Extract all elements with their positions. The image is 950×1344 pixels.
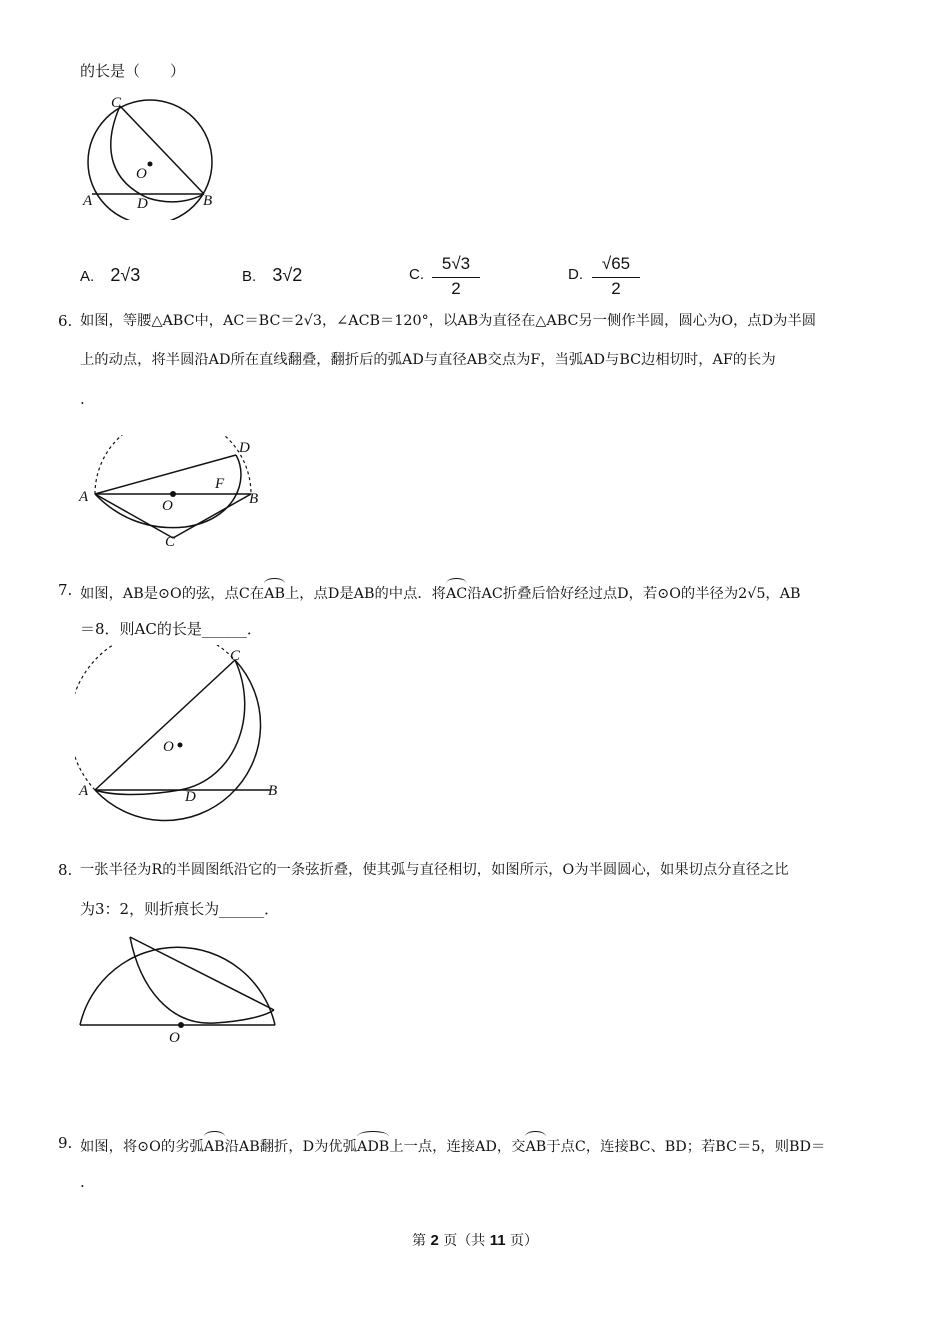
q5-label-D: D <box>137 196 148 212</box>
q6-text-line2: 上的动点，将半圆沿AD所在直线翻叠，翻折后的弧AD与直径AB交点为F，当弧AD与BC边相切时，AF的长为 <box>80 352 776 368</box>
q7-text-p1: 如图，AB是⊙O的弦，点C在 <box>80 586 265 602</box>
q7-text-p2: 上，点D是AB的中点．将 <box>285 586 446 602</box>
q7-figure <box>75 645 290 845</box>
q9-arc-adb: ADB <box>357 1133 389 1157</box>
q7-text-p3: 沿AC折叠后恰好经过点D，若⊙O的半径为2√5，AB <box>467 586 801 602</box>
q8-label-O: O <box>169 1030 180 1046</box>
q9-text-p1: 如图，将⊙O的劣弧 <box>80 1139 204 1155</box>
q7-text-line2: ＝8．则AC的长是______． <box>80 620 262 638</box>
q7-number: 7. <box>58 581 73 599</box>
q9-arc-ab: AB <box>204 1133 225 1157</box>
q7-label-D: D <box>185 789 196 805</box>
q7-label-O: O <box>163 739 174 755</box>
footer-pre: 第 <box>411 1233 426 1249</box>
q5-label-A: A <box>83 193 93 209</box>
q6-label-O: O <box>162 498 173 514</box>
q6-text-line3: . <box>80 390 85 408</box>
q5-option-d-denominator: 2 <box>611 279 621 298</box>
q5-option-a-key: A. <box>80 268 95 285</box>
q5-option-b-key: B. <box>242 268 257 285</box>
q7-arc-ab: AB <box>264 580 285 604</box>
q5-label-C: C <box>111 95 122 111</box>
q7-label-B: B <box>268 783 278 799</box>
footer-page-number: 2 <box>430 1232 439 1249</box>
q5-option-c-fraction <box>432 253 480 300</box>
q9-text-line2: . <box>80 1173 85 1191</box>
q8-text-line2: 为3：2，则折痕长为______． <box>80 900 280 918</box>
q5-option-c[interactable] <box>409 265 424 285</box>
q9-arc-ab-2: AB <box>525 1133 546 1157</box>
q6-label-D: D <box>239 440 250 456</box>
q6-figure <box>75 435 265 555</box>
page-footer <box>0 1230 950 1250</box>
q5-option-d-numerator: √65 <box>592 253 640 278</box>
q5-option-b[interactable] <box>242 265 302 287</box>
q5-option-c-key: C. <box>409 266 424 283</box>
q6-label-B: B <box>249 491 259 507</box>
q5-option-a-value: 2√3 <box>110 265 141 285</box>
q9-text-p3: 上一点，连接AD，交 <box>389 1139 526 1155</box>
q6-text-line1: 如图，等腰△ABC中，AC＝BC＝2√3，∠ACB＝120°，以AB为直径在△ABC另一侧作半圆，圆心为O，点D为半圆 <box>80 313 817 329</box>
q5-label-B: B <box>203 193 213 209</box>
q6-label-C: C <box>165 534 176 550</box>
q8-text-line1: 一张半径为R的半圆图纸沿它的一条弦折叠，使其弧与直径相切，如图所示，O为半圆圆心，如果切点分直径之比 <box>80 862 789 878</box>
footer-mid: 页（共 <box>443 1233 486 1249</box>
q5-option-d-fraction <box>592 253 640 300</box>
q5-option-d[interactable] <box>568 265 583 285</box>
q7-label-C: C <box>230 648 241 664</box>
q5-figure <box>78 90 228 220</box>
footer-post: 页） <box>510 1233 538 1249</box>
q6-label-F: F <box>215 476 225 492</box>
q9-number: 9. <box>58 1134 73 1152</box>
q5-option-d-key: D. <box>568 266 583 283</box>
q8-number: 8. <box>58 861 73 879</box>
q9-text-p2: 沿AB翻折，D为优弧 <box>224 1139 357 1155</box>
footer-total-pages: 11 <box>489 1232 506 1249</box>
q9-text-p4: 于点C，连接BC、BD；若BC＝5，则BD＝ <box>546 1139 826 1155</box>
q7-arc-ac: AC <box>446 580 467 604</box>
q6-number: 6. <box>58 312 73 330</box>
q9-text-line1 <box>80 1133 825 1157</box>
q5-question-tail: 的长是（ ） <box>80 62 186 80</box>
q7-text-line1 <box>80 580 801 604</box>
q5-option-c-numerator: 5√3 <box>432 253 480 278</box>
q7-label-A: A <box>79 783 89 799</box>
q5-option-c-denominator: 2 <box>451 279 461 298</box>
q5-label-O: O <box>136 166 147 182</box>
q6-label-A: A <box>79 489 89 505</box>
q5-option-a[interactable] <box>80 265 140 287</box>
q8-figure <box>75 928 285 1048</box>
q5-option-b-value: 3√2 <box>272 265 303 285</box>
